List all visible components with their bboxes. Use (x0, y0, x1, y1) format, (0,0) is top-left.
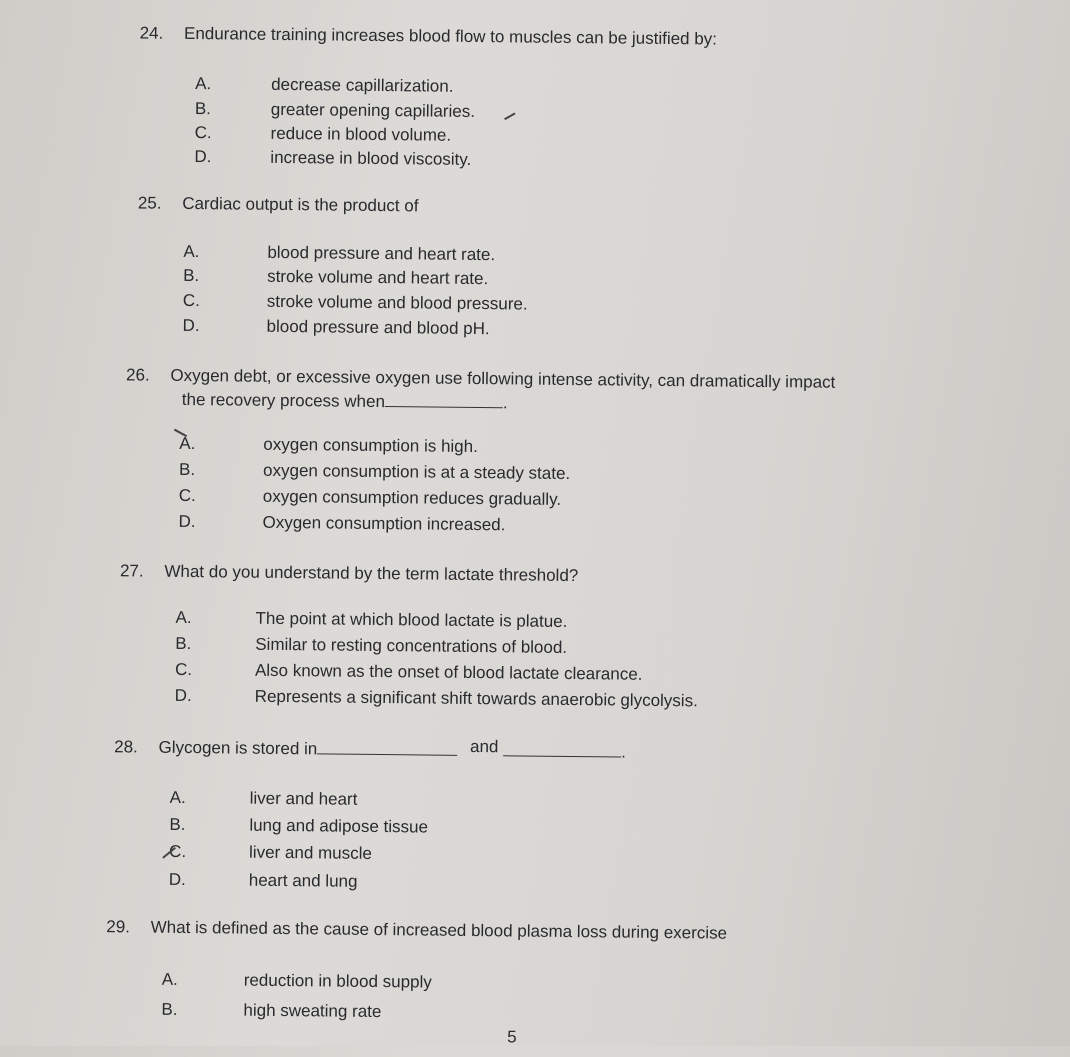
page-number: 5 (507, 1027, 517, 1047)
option-letter: C. (168, 841, 187, 861)
question-text-end: . (502, 393, 508, 413)
option-text: high sweating rate (243, 1000, 382, 1022)
question-25 (138, 193, 419, 216)
option-letter: C. (178, 485, 196, 506)
option-text: The point at which blood lactate is platue. (255, 608, 568, 631)
option-text: liver and muscle (248, 842, 373, 863)
option-text: blood pressure and blood pH. (266, 316, 490, 339)
question-text (158, 738, 626, 763)
question-text-end: . (621, 742, 626, 762)
question-text: What is defined as the cause of increased blood plasma loss during exercise (150, 917, 728, 943)
option-text: oxygen consumption is at a steady state. (262, 460, 571, 483)
option-letter: D. (178, 511, 196, 532)
question-number: 28. (114, 737, 138, 757)
option-text: liver and heart (249, 788, 358, 809)
question-number: 27. (119, 561, 144, 581)
option-letter: C. (194, 123, 212, 143)
answer-blank[interactable] (385, 405, 503, 408)
option-letter: C. (174, 659, 193, 680)
option-text: increase in blood viscosity. (270, 147, 472, 169)
question-text-line2: the recovery process when (181, 389, 386, 412)
option-letter: B. (178, 459, 196, 480)
pen-tick-mark (504, 113, 515, 121)
question-number: 29. (106, 917, 131, 937)
option-letter: A. (179, 433, 196, 454)
question-29 (106, 917, 727, 943)
option-text: decrease capillarization. (271, 74, 454, 96)
question-text: Cardiac output is the product of (182, 193, 419, 216)
answer-blank-1[interactable] (317, 752, 457, 755)
option-text: Represents a significant shift towards anaerobic glycolysis. (254, 686, 698, 711)
question-number: 26. (125, 365, 150, 385)
question-28 (114, 737, 626, 762)
option-letter: B. (183, 265, 200, 286)
question-number: 25. (137, 193, 162, 213)
option-letter: C. (182, 290, 200, 311)
answer-blank-2[interactable] (503, 754, 621, 757)
option-letter: B. (169, 814, 186, 834)
option-letter: D. (168, 869, 186, 889)
option-text: reduction in blood supply (243, 970, 432, 992)
option-letter: B. (194, 99, 212, 119)
question-26-line2 (182, 390, 508, 413)
question-text-start: Glycogen is stored in (158, 737, 318, 759)
question-text: Oxygen debt, or excessive oxygen use following intense activity, can dramatically impact (170, 365, 836, 392)
option-letter: A. (161, 969, 178, 989)
question-24 (140, 23, 718, 49)
option-text: Similar to resting concentrations of blood. (255, 634, 568, 657)
option-letter: A. (169, 787, 186, 807)
question-text: Endurance training increases blood flow to muscles can be justified by: (183, 23, 718, 49)
option-letter: D. (182, 315, 200, 336)
option-text: reduce in blood volume. (270, 123, 452, 145)
question-number: 24. (139, 23, 164, 43)
option-letter: A. (195, 74, 212, 94)
question-27 (120, 561, 578, 586)
option-text: oxygen consumption reduces gradually. (262, 486, 562, 509)
question-26 (126, 365, 835, 392)
option-letter: D. (174, 685, 192, 706)
option-text: lung and adipose tissue (249, 815, 429, 837)
option-text: oxygen consumption is high. (263, 434, 478, 457)
option-letter: D. (194, 147, 212, 167)
option-text: Also known as the onset of blood lactate clearance. (254, 660, 643, 684)
option-text: heart and lung (248, 870, 358, 891)
option-letter: B. (161, 999, 178, 1019)
option-letter: A. (183, 241, 200, 262)
option-letter: B. (175, 633, 192, 654)
option-text: stroke volume and blood pressure. (266, 291, 528, 314)
option-text: blood pressure and heart rate. (267, 242, 496, 265)
option-letter: A. (175, 607, 192, 628)
option-text: greater opening capillaries. (270, 99, 476, 121)
question-text-mid: and (469, 736, 499, 757)
question-text: What do you understand by the term lactate threshold? (164, 561, 579, 586)
option-text: Oxygen consumption increased. (262, 512, 506, 535)
option-text: stroke volume and heart rate. (267, 266, 489, 289)
